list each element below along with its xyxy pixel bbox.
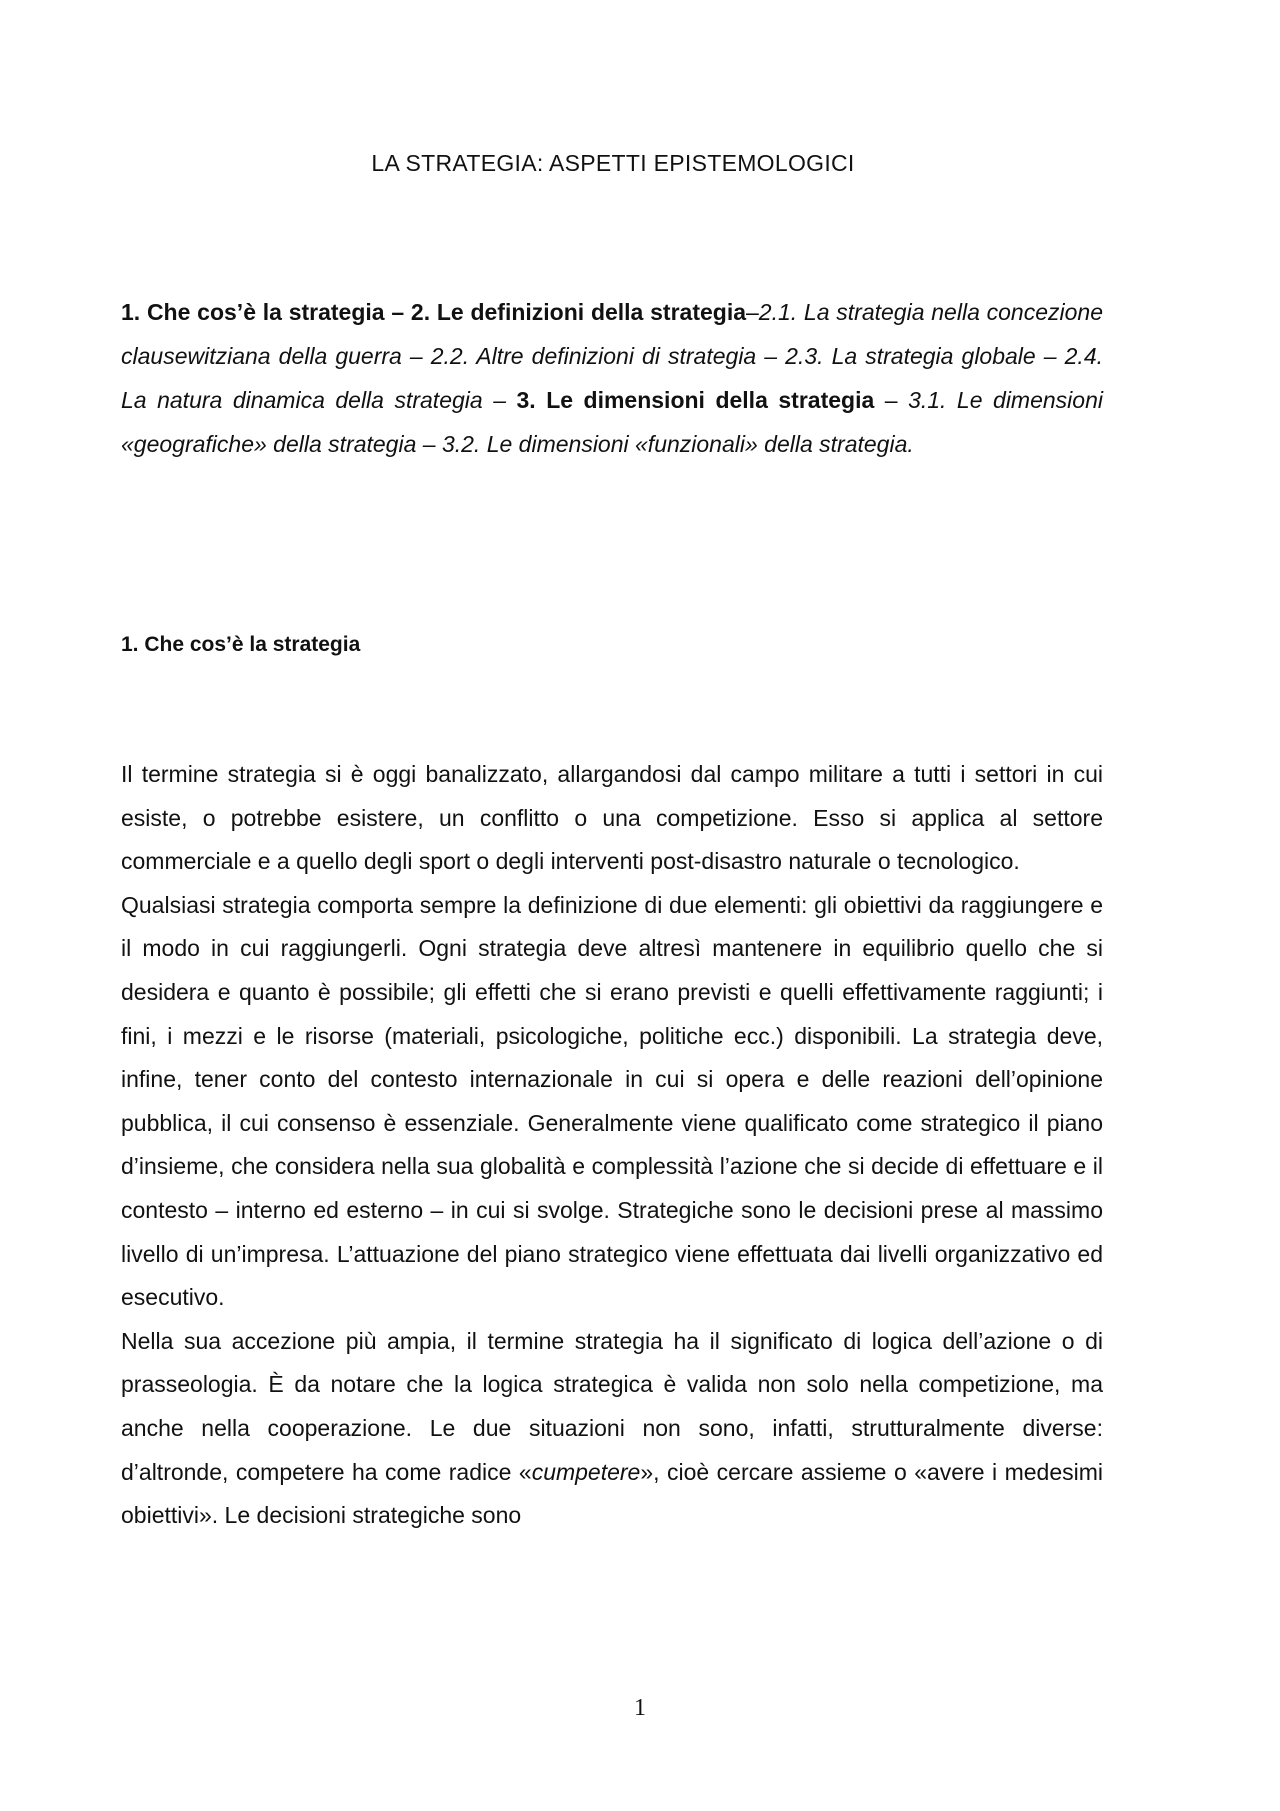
text-run: 3.1. Le dimensioni «geografiche» della strategia – 3.2. Le dimensioni «funzionali» della strategia. [121,387,1103,457]
text-run: – [746,299,759,325]
text-run: – [874,387,909,413]
text-run: 1. Che cos’è la strategia – 2. Le definizioni della strategia [121,299,746,325]
paragraph [121,884,1103,1320]
text-run: 3. Le dimensioni della strategia [516,387,875,413]
section-heading: 1. Che cos’è la strategia [121,633,361,656]
text-run: », cioè cercare assieme o «avere i medesimi obiettivi». Le decisioni strategiche sono [121,1458,1103,1529]
document-title: LA STRATEGIA: ASPETTI EPISTEMOLOGICI [371,150,855,176]
paragraph [121,753,1103,884]
table-of-contents [121,290,1103,466]
text-run: Qualsiasi strategia comporta sempre la definizione di due elementi: gli obiettivi da raggiungere e il modo in cui raggiungerli. Ogni strategia deve altresì mantenere in equilibrio quello che si desidera e quanto è possibile; gli effetti che si erano previsti e quelli effettivamente raggiunti; i fini, i mezzi e le risorse (materiali, psicologiche, politiche ecc.) disponibili. La strategia deve, infine, tener conto del contesto internazionale in cui si opera e delle reazioni dell’opinione pubblica, il cui consenso è essenziale. Generalmente viene qualificato come strategico il piano d’insieme, che considera nella sua globalità e complessità l’azione che si decide di effettuare e il contesto – interno ed esterno – in cui si svolge. Strategiche sono le decisioni prese al massimo livello di un’impresa. L’attuazione del piano strategico viene effettuata dai livelli organizzativo ed esecutivo. [121,891,1103,1311]
page-number: 1 [634,1695,646,1721]
body-text [121,753,1103,1538]
text-run: Il termine strategia si è oggi banalizzato, allargandosi dal campo militare a tutti i settori in cui esiste, o potrebbe esistere, un conflitto o una competizione. Esso si applica al settore commerciale e a quello degli sport o degli interventi post-disastro naturale o tecnologico. [121,761,1103,875]
text-run: Nella sua accezione più ampia, il termine strategia ha il significato di logica dell’azione o di prasseologia. È da notare che la logica strategica è valida non solo nella competizione, ma anche nella cooperazione. Le due situazioni non sono, infatti, strutturalmente diverse: d’altronde, competere ha come radice « [121,1327,1103,1485]
paragraph [121,1320,1103,1538]
text-run: 2.1. La strategia nella concezione clausewitziana della guerra – 2.2. Altre definizioni di strategia – 2.3. La strategia globale – 2.4. La natura dinamica della strategia – [121,299,1103,413]
text-run: cumpetere [531,1458,641,1485]
